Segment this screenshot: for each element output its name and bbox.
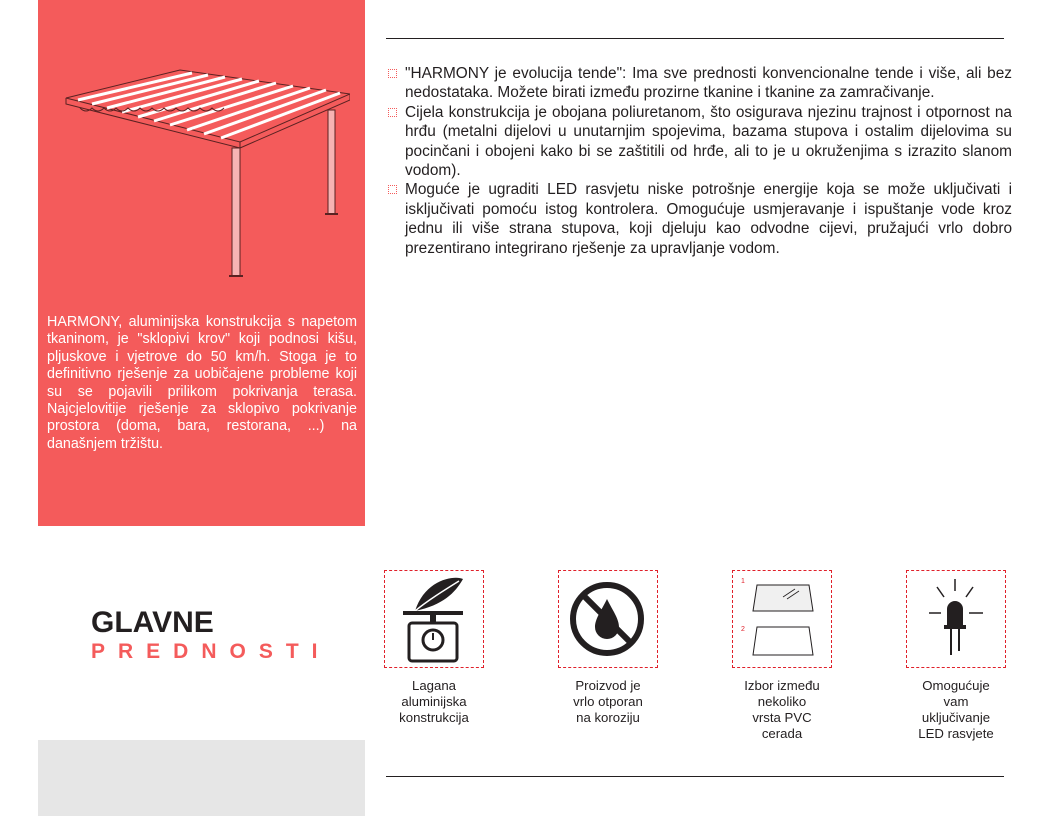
- list-item: Moguće je ugraditi LED rasvjetu niske potrošnje energije koja se može uključivati i isključivati pomoću istog kontrolera. Omogućuje usmjeravanje i ispuštanje vode kroz jednu ili više strana stupova, koji djeluju kao odvodne cijevi, pružajući vrlo dobro prezentirano integrirano rješenje za upravljanje vodom.: [386, 180, 1012, 258]
- pergola-illustration-icon: [60, 64, 350, 284]
- feature-icon-frame: [558, 570, 658, 668]
- list-item: "HARMONY je evolucija tende": Ima sve prednosti konvencionalne tende i više, ali bez nedostataka. Možete birati između prozirne tkanine i tkanine za zamračivanje.: [386, 64, 1012, 103]
- feature-icon-frame: [732, 570, 832, 668]
- no-water-drop-icon: [559, 571, 656, 666]
- intro-panel: [38, 0, 365, 526]
- feature-icon-frame: [906, 570, 1006, 668]
- led-light-icon: [907, 571, 1004, 666]
- bullet-square-icon: [388, 69, 397, 78]
- feature-label: Proizvod je vrlo otporan na koroziju: [573, 678, 643, 725]
- feather-scale-icon: [385, 571, 482, 666]
- pvc-fabric-options-icon: [733, 571, 830, 666]
- feature-led: [906, 570, 1006, 742]
- feature-pvc-options: [732, 570, 832, 742]
- bottom-divider: [386, 776, 1004, 777]
- intro-description: HARMONY, aluminijska konstrukcija s napetom tkaninom, je "sklopivi krov" koji podnosi kišu, pljuskove i vjetrove do 50 km/h. Stoga je to definitivno rješenje za uobičajene probleme koji su se pojavili prilikom pokrivanja terasa. Najcjelovitije rješenje za sklopivo pokrivanje prostora (doma, bara, restorana, ...) na današnjem tržištu.: [47, 314, 357, 452]
- feature-bullet-list: [386, 64, 1012, 258]
- feature-label: Izbor između nekoliko vrsta PVC cerada: [744, 678, 820, 741]
- feature-label: Lagana aluminijska konstrukcija: [399, 678, 469, 725]
- gray-footer-block: [38, 740, 365, 816]
- advantages-title: GLAVNE: [91, 606, 214, 639]
- bullet-square-icon: [388, 185, 397, 194]
- option-number: 1: [741, 578, 745, 585]
- feature-label: Omogućuje vam uključivanje LED rasvjete: [918, 678, 994, 741]
- list-item: Cijela konstrukcija je obojana poliuretanom, što osigurava njezinu trajnost i otpornost na hrđu (metalni dijelovi u unutarnjim spojevima, bazama stupova i ostalim dijelovima su pocinčani i obojeni kako bi se zaštitili od hrđe, ali to je u okruženjima s izrazito slanom vodom).: [386, 103, 1012, 181]
- bullet-square-icon: [388, 108, 397, 117]
- feature-lightweight: [384, 570, 484, 726]
- advantages-subtitle: PREDNOSTI: [91, 640, 331, 663]
- feature-corrosion-resistant: [558, 570, 658, 726]
- option-number: 2: [741, 626, 745, 633]
- top-divider: [386, 38, 1004, 39]
- feature-icon-frame: [384, 570, 484, 668]
